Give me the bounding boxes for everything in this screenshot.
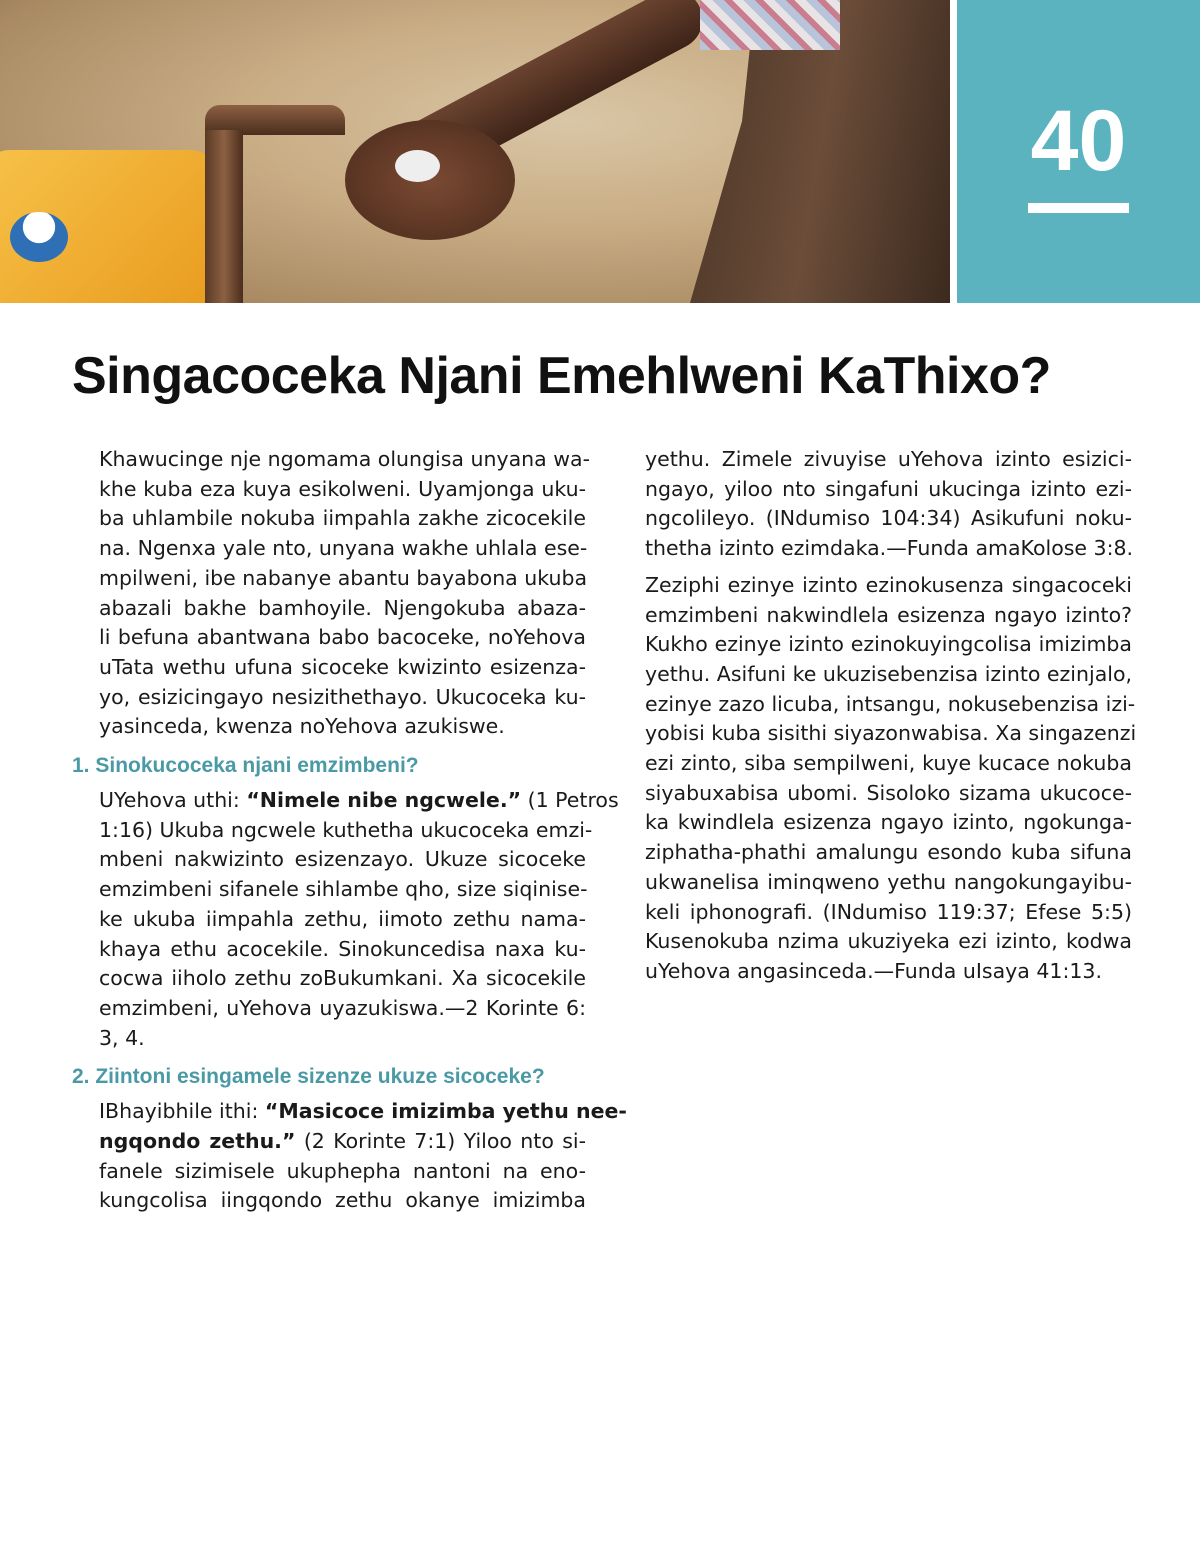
text-line: siyabuxabisa ubomi. Sisoloko sizama ukucoce- bbox=[645, 780, 1132, 805]
text-line: uYehova angasinceda.—Funda uIsaya 41:13. bbox=[645, 958, 1102, 983]
text-line: ziphatha-phathi amalungu esondo kuba sifuna bbox=[645, 840, 1132, 865]
lesson-number-underline bbox=[1028, 203, 1129, 213]
text-line: 3, 4. bbox=[99, 1025, 145, 1050]
right-column bbox=[645, 445, 1137, 994]
text-line: ngcolileyo. (INdumiso 104:34) Asikufuni noku- bbox=[645, 506, 1132, 531]
plaid-shirt bbox=[700, 0, 840, 50]
text-line: ka kwindlela esizenza ngayo izinto, ngokunga- bbox=[645, 810, 1132, 835]
text-line: Kukho ezinye izinto ezinokuyingcolisa imizimba bbox=[645, 632, 1132, 657]
bold-quote: “Nimele nibe ngcwele.” bbox=[246, 788, 522, 813]
text-line: ke ukuba iimpahla zethu, iimoto zethu nama- bbox=[99, 906, 586, 931]
text-line: mbeni nakwizinto esizenzayo. Ukuze sicoceke bbox=[99, 847, 586, 872]
text-line: abazali bakhe bamhoyile. Njengokuba abaza- bbox=[99, 595, 586, 620]
text-line: yethu. Zimele zivuyise uYehova izinto esizici- bbox=[645, 447, 1132, 471]
water-pipe bbox=[205, 130, 243, 303]
text-line: UYehova uthi: “Nimele nibe ngcwele.” (1 Petros bbox=[99, 788, 619, 813]
text-line: thetha izinto ezimdaka.—Funda amaKolose 3:8. bbox=[645, 536, 1134, 561]
text-line: khe kuba eza kuya esikolweni. Uyamjonga uku- bbox=[99, 476, 586, 501]
text-line: ba uhlambile nokuba iimpahla zakhe zicocekile bbox=[99, 506, 586, 531]
text-line: kungcolisa iingqondo zethu okanye imizimba bbox=[99, 1188, 586, 1213]
paragraph bbox=[645, 571, 1137, 987]
text-line: emzimbeni nakwindlela esizenza ngayo izinto? bbox=[645, 602, 1132, 627]
lesson-number: 40 bbox=[1030, 93, 1127, 189]
text-line: yasinceda, kwenza noYehova azukiswe. bbox=[99, 714, 505, 739]
paragraph bbox=[99, 1097, 627, 1216]
question-heading: 1. Sinokucoceka njani emzimbeni? bbox=[72, 754, 419, 778]
page-title: Singacoceka Njani Emehlweni KaThixo? bbox=[72, 347, 1051, 405]
paragraph bbox=[99, 445, 590, 742]
text-line: yo, esizicingayo nesizithethayo. Ukucoceka ku- bbox=[99, 684, 586, 709]
paragraph bbox=[99, 786, 619, 1053]
text-line: ezinye zazo licuba, intsangu, nokusebenzisa izi- bbox=[645, 691, 1136, 716]
question-heading: 2. Ziintoni esingamele sizenze ukuze sicoceke? bbox=[72, 1065, 545, 1089]
jug-cap bbox=[10, 212, 68, 262]
text-line: ngqondo zethu.” (2 Korinte 7:1) Yiloo nto si- bbox=[99, 1129, 586, 1154]
text-line: 1:16) Ukuba ngcwele kuthetha ukucoceka emzi- bbox=[99, 817, 593, 842]
paragraph bbox=[645, 445, 1132, 564]
text-line: yethu. Asifuni ke ukuzisebenzisa izinto ezinjalo, bbox=[645, 661, 1133, 686]
text-line: Khawucinge nje ngomama olungisa unyana wa- bbox=[99, 447, 590, 471]
text-line: mpilweni, ibe nabanye abantu bayabona ukuba bbox=[99, 565, 588, 590]
hands bbox=[345, 120, 515, 240]
text-line: Kusenokuba nzima ukuziyeka ezi izinto, kodwa bbox=[645, 929, 1132, 954]
text-line: ngayo, yiloo nto singafuni ukucinga izinto ezi- bbox=[645, 476, 1132, 501]
left-column bbox=[72, 445, 627, 1223]
text-line: cocwa iiholo zethu zoBukumkani. Xa sicocekile bbox=[99, 966, 586, 991]
text-line: keli iphonografi. (INdumiso 119:37; Efese 5:5) bbox=[645, 899, 1132, 924]
text-line: ukwanelisa iminqweno yethu nangokungayibu- bbox=[645, 869, 1132, 894]
text-line: IBhayibhile ithi: “Masicoce imizimba yethu nee- bbox=[99, 1099, 627, 1124]
text-line: uTata wethu ufuna sicoceke kwizinto esizenza- bbox=[99, 654, 586, 679]
text-line: Zeziphi ezinye izinto ezinokusenza singacoceki bbox=[645, 572, 1132, 597]
text-line: emzimbeni, uYehova uyazukiswa.—2 Korinte 6: bbox=[99, 995, 586, 1020]
text-line: khaya ethu acocekile. Sinokuncedisa naxa ku- bbox=[99, 936, 586, 961]
text-line: emzimbeni sifanele sihlambe qho, size siqinise- bbox=[99, 877, 588, 902]
text-line: na. Ngenxa yale nto, unyana wakhe uhlala ese- bbox=[99, 536, 588, 561]
text-line: fanele sizimisele ukuphepha nantoni na eno- bbox=[99, 1158, 586, 1183]
text-line: yobisi kuba sisithi siyazonwabisa. Xa singazenzi bbox=[645, 721, 1137, 746]
bold-quote: ngqondo zethu.” bbox=[99, 1129, 296, 1154]
hand-washing-photo bbox=[0, 0, 950, 303]
bold-quote: “Masicoce imizimba yethu nee- bbox=[264, 1099, 627, 1124]
lesson-number-badge bbox=[957, 0, 1200, 303]
text-line: li befuna abantwana babo bacoceke, noYehova bbox=[99, 625, 586, 650]
soap bbox=[395, 150, 440, 182]
text-line: ezi zinto, siba sempilweni, kuye kucace nokuba bbox=[645, 751, 1132, 776]
